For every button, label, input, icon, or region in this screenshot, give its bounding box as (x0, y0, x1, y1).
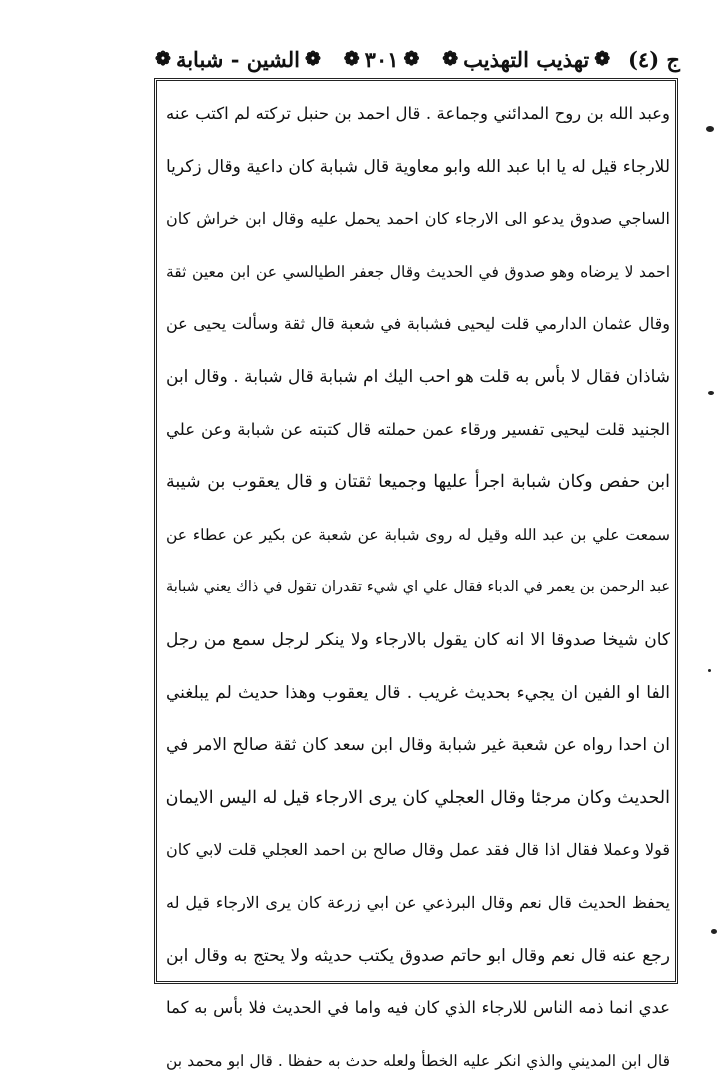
header-title-group (437, 47, 615, 72)
section-title: الشين - شبابة (175, 46, 301, 72)
text-line: ابن حفص وكان شبابة اجرأ عليها وجميعا ثقتان و قال يعقوب بن شيبة (166, 472, 670, 493)
text-line: الجنيد قلت ليحيى تفسير ورقاء عمن حملته قال كتبته عن شبابة وعن علي (166, 419, 670, 439)
text-line: الساجي صدوق يدعو الى الارجاء كان احمد يحمل عليه وقال ابن خراش كان (166, 209, 670, 229)
scan-mark (706, 126, 714, 132)
text-line: كان شيخا صدوقا الا انه كان يقول بالارجاء ولا ينكر لرجل سمع من رجل (166, 629, 670, 650)
ornament-icon: ❁ (594, 48, 611, 70)
scan-mark (711, 929, 717, 934)
ornament-icon: ❁ (403, 48, 420, 70)
text-line: رجع عنه قال نعم وقال ابو حاتم صدوق يكتب حديثه ولا يحتج به وقال ابن (166, 945, 670, 966)
ornament-icon: ❁ (343, 48, 360, 70)
text-line: قولا وعملا فقال اذا قال فقد عمل وقال صالح بن احمد العجلي قلت لابي كان (166, 840, 670, 860)
text-line: ان احدا رواه عن شعبة غير شبابة وقال ابن سعد كان ثقة صالح الامر في (166, 735, 670, 756)
body-text (166, 88, 670, 1087)
ornament-icon: ❁ (305, 48, 321, 70)
text-line: عدي انما ذمه الناس للارجاء الذي كان فيه واما في الحديث فلا بأس به كما (166, 998, 670, 1018)
scan-mark (708, 391, 714, 395)
scan-mark (708, 669, 711, 672)
text-line: قال ابن المديني والذي انكر عليه الخطأ ولعله حدث به حفظا . قال ابو محمد بن (166, 1051, 670, 1070)
volume-label: ج (٤) (627, 46, 680, 72)
text-line: للارجاء قيل له يا ابا عبد الله وابو معاوية قال شبابة كان داعية وقال زكريا (166, 156, 670, 177)
ornament-icon: ❁ (442, 48, 459, 70)
text-line: وقال عثمان الدارمي قلت ليحيى فشبابة في شعبة قال ثقة وسألت يحيى عن (166, 314, 670, 334)
page-number-group (339, 47, 425, 72)
page-header (150, 38, 680, 80)
ornament-icon: ❁ (155, 48, 171, 70)
section-group (150, 47, 326, 72)
text-line: عبد الرحمن بن يعمر في الدباء فقال علي اي شيء تقدران تقول في ذاك يعني شبابة (166, 579, 670, 596)
text-line: الفا او الفين ان يجيء بحديث غريب . قال يعقوب وهذا حديث لم يبلغني (166, 682, 670, 703)
text-line: وعبد الله بن روح المدائني وجماعة . قال احمد بن حنبل تركته لم اكتب عنه (166, 104, 670, 123)
text-line: يحفظ الحديث قال نعم وقال البرذعي عن ابي زرعة كان يرى الارجاء قيل له (166, 892, 670, 912)
text-line: الحديث وكان مرجئا وقال العجلي كان يرى الارجاء قيل له اليس الايمان (166, 787, 670, 808)
text-line: سمعت علي بن عبد الله وقيل له روى شبابة عن شعبة عن بكير عن عطاء عن (166, 525, 670, 544)
text-line: شاذان فقال لا بأس به قلت هو احب اليك ام شبابة قال شبابة . وقال ابن (166, 366, 670, 387)
book-title: تهذيب التهذيب (463, 46, 590, 72)
text-line: احمد لا يرضاه وهو صدوق في الحديث وقال جعفر الطيالسي عن ابن معين ثقة (166, 262, 670, 281)
page-number: ٣٠١ (364, 46, 399, 72)
